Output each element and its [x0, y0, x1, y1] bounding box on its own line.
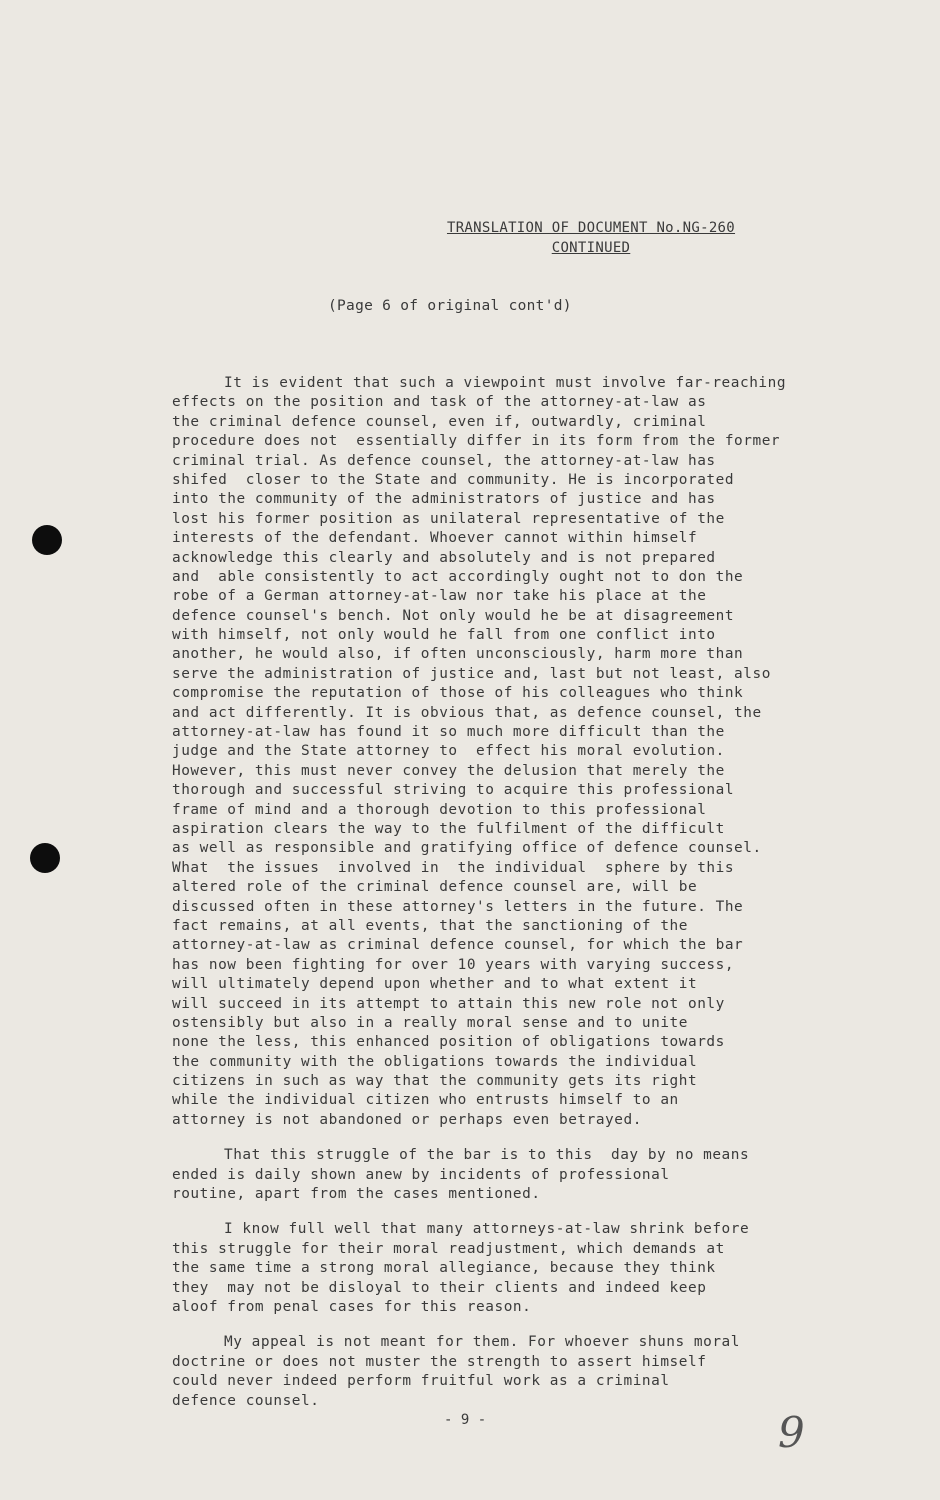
paragraph — [172, 1333, 822, 1411]
text-line: attorney is not abandoned or perhaps even betrayed. — [172, 1111, 642, 1128]
text-line: doctrine or does not muster the strength to assert himself — [172, 1353, 707, 1370]
text-line: will succeed in its attempt to attain this new role not only — [172, 995, 725, 1012]
text-line: the same time a strong moral allegiance, because they think — [172, 1260, 716, 1277]
paragraph — [172, 1220, 822, 1317]
text-line: That this struggle of the bar is to this day by no means — [224, 1147, 750, 1164]
text-line: It is evident that such a viewpoint must involve far-reaching — [224, 375, 787, 391]
text-line: thorough and successful striving to acquire this professional — [172, 782, 735, 799]
text-line: has now been fighting for over 10 years with varying success, — [172, 956, 735, 973]
paragraph-gap — [172, 1130, 822, 1146]
text-line: into the community of the administrators of justice and has — [172, 491, 716, 508]
text-line: My appeal is not meant for them. For whoever shuns moral — [224, 1334, 740, 1351]
text-line: compromise the reputation of those of his colleagues who think — [172, 685, 744, 702]
text-line: lost his former position as unilateral representative of the — [172, 510, 725, 527]
text-line: aloof from penal cases for this reason. — [172, 1298, 532, 1315]
text-line: aspiration clears the way to the fulfilment of the difficult — [172, 820, 725, 837]
text-line: discussed often in these attorney's letters in the future. The — [172, 898, 744, 915]
text-line: and able consistently to act accordingly ought not to don the — [172, 568, 744, 585]
header-title: TRANSLATION OF DOCUMENT No.NG-260 — [446, 220, 736, 236]
text-line: none the less, this enhanced position of obligations towards — [172, 1034, 725, 1051]
text-line: will ultimately depend upon whether and to what extent it — [172, 976, 698, 993]
text-line: I know full well that many attorneys-at-law shrink before — [224, 1221, 750, 1238]
text-line: What the issues involved in the individual sphere by this — [172, 859, 735, 876]
document-header — [426, 218, 756, 258]
text-line: interests of the defendant. Whoever cannot within himself — [172, 530, 698, 547]
text-line: the criminal defence counsel, even if, outwardly, criminal — [172, 413, 707, 430]
punch-hole-lower — [30, 843, 60, 873]
text-line: the community with the obligations towards the individual — [172, 1053, 698, 1070]
text-line: defence counsel's bench. Not only would he be at disagreement — [172, 607, 735, 624]
text-line: citizens in such as way that the community gets its right — [172, 1073, 698, 1090]
body-text — [172, 374, 822, 1411]
text-line: as well as responsible and gratifying office of defence counsel. — [172, 840, 762, 857]
text-line: and act differently. It is obvious that, as defence counsel, the — [172, 704, 762, 721]
text-line: attorney-at-law as criminal defence counsel, for which the bar — [172, 937, 744, 954]
text-line: ended is daily shown anew by incidents of professional — [172, 1166, 670, 1183]
text-line: frame of mind and a thorough devotion to this professional — [172, 801, 707, 818]
text-line: routine, apart from the cases mentioned. — [172, 1186, 541, 1203]
text-line: with himself, not only would he fall from one conflict into — [172, 627, 716, 644]
text-line: altered role of the criminal defence counsel are, will be — [172, 879, 698, 896]
text-line: ostensibly but also in a really moral sense and to unite — [172, 1014, 688, 1031]
text-line: shifed closer to the State and community. He is incorporated — [172, 471, 735, 488]
handwritten-page-number: 9 — [778, 1408, 805, 1457]
paragraph-gap — [172, 1204, 822, 1220]
punch-hole-upper — [32, 525, 62, 555]
text-line: another, he would also, if often unconsciously, harm more than — [172, 646, 744, 663]
text-line: serve the administration of justice and, last but not least, also — [172, 665, 771, 682]
paragraph — [172, 374, 822, 1130]
text-line: effects on the position and task of the attorney-at-law as — [172, 394, 707, 411]
text-line: criminal trial. As defence counsel, the attorney-at-law has — [172, 452, 716, 469]
page-reference: (Page 6 of original cont'd) — [328, 298, 572, 314]
text-line: could never indeed perform fruitful work as a criminal — [172, 1373, 670, 1390]
text-line: judge and the State attorney to effect his moral evolution. — [172, 743, 725, 760]
text-line: they may not be disloyal to their clients and indeed keep — [172, 1279, 707, 1296]
text-line: attorney-at-law has found it so much more difficult than the — [172, 724, 725, 741]
text-line: this struggle for their moral readjustment, which demands at — [172, 1240, 725, 1257]
text-line: fact remains, at all events, that the sanctioning of the — [172, 917, 688, 934]
text-line: robe of a German attorney-at-law nor take his place at the — [172, 588, 707, 605]
text-line: defence counsel. — [172, 1392, 320, 1409]
paragraph-gap — [172, 1317, 822, 1333]
header-subtitle: CONTINUED — [551, 240, 631, 256]
page-number: - 9 - — [444, 1412, 487, 1428]
text-line: acknowledge this clearly and absolutely and is not prepared — [172, 549, 716, 566]
paragraph — [172, 1146, 822, 1204]
text-line: However, this must never convey the delusion that merely the — [172, 762, 725, 779]
text-line: procedure does not essentially differ in its form from the former — [172, 433, 781, 450]
text-line: while the individual citizen who entrusts himself to an — [172, 1092, 679, 1109]
